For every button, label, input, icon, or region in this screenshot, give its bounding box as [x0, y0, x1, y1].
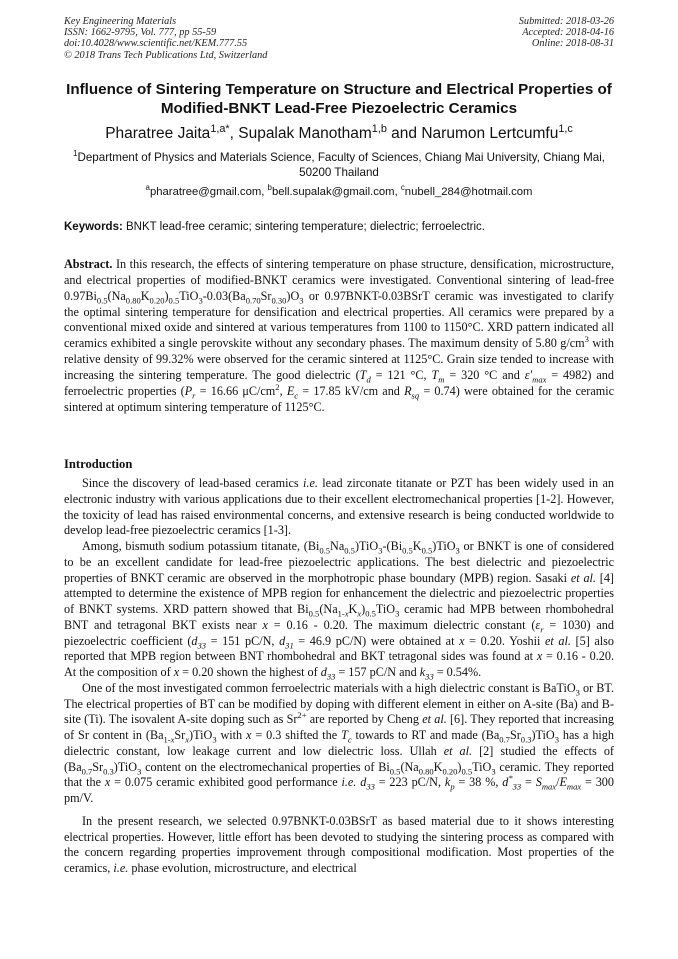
email-list: $^a$pharatree@gmail.com, $^b$bell.supalak@gmail.com, $^c$nubell_284@hotmail.com	[145, 183, 533, 198]
affiliation-text: Department of Physics and Materials Science, Faculty of Sciences, Chiang Mai University, Chiang Mai, 50200 Thailand	[77, 151, 606, 179]
abstract-label: Abstract.	[64, 257, 113, 271]
email-mark: a	[145, 183, 150, 193]
paragraph: Among, bismuth sodium potassium titanate, $(Bi_{0.5}Na_{0.5})TiO_3-(Bi_{0.5}K_{0.5})TiO_3$ or BNKT is one of considered to be an excellent candidate for lead-free piezoelectric applications. The best dielectric and piezoelectric properties of BNKT ceramic are observed in the morphotropic phase boundary (MPB) region. Sasaki et al. [4] attempted to determine the existence of MPB region for enhancement the dielectric and piezoelectric properties of BNKT systems. XRD pattern showed that $Bi_{0.5}(Na_{1-x}K_x)_{0.5}TiO_3$ ceramic had MPB between rhombohedral BNT and tetragonal BKT exists near x = 0.16 - 0.20. The maximum dielectric constant $(\varepsilon_r = 1030)$ and piezoelectric coefficient ($d_{33} = 151$ pC/N, $d_{31} = 46.9$ pC/N) were obtained at x = 0.20. Yoshii et al. [5] also reported that MPB region between BNT rhombohedral and BKT tetragonal sides was found at x = 0.16 - 0.20. At the composition of x = 0.20 shown the highest of $d_{33} = 157$ pC/N and $k_{33} = 0.54\%$.	[64, 539, 614, 682]
author-affiliation-mark: 1,b	[371, 122, 387, 135]
accepted-date: Accepted: 2018-04-16	[522, 27, 614, 39]
journal-issn: ISSN: 1662-9795, Vol. 777, pp 55-59	[64, 27, 217, 39]
keywords	[64, 220, 614, 235]
author-name: Pharatree Jaita	[105, 125, 211, 142]
email-link[interactable]: pharatree@gmail.com	[149, 186, 262, 198]
email-mark: b	[267, 183, 272, 193]
author-name: Narumon Lertcumfu	[421, 125, 559, 142]
author-list	[40, 124, 638, 143]
submission-dates	[519, 16, 614, 50]
section-heading-introduction: Introduction	[64, 457, 133, 471]
author-separator: and	[386, 125, 422, 142]
paragraph: One of the most investigated common ferroelectric materials with a high dielectric constant is BaTiO$_3$ or BT. The electrical properties of BT can be modified by doping with different element in either on A-site (Ba) and B-site (Ti). The isovalent A-site doping such as $Sr^{2+}$ are reported by Cheng et al. [6]. They reported that increasing of Sr content in $(Ba_{1-x}Sr_x)TiO_3$ with x = 0.3 shifted the $T_c$ towards to RT and made $(Ba_{0.7}Sr_{0.3})TiO_3$ has a high dielectric constant, low leakage current and low dielectric loss. Ullah et al. [2] studied the effects of $(Ba_{0.7}Sr_{0.3})TiO_3$ content on the electromechanical properties of $Bi_{0.5}(Na_{0.80}K_{0.20})_{0.5}TiO_3$ ceramic. They reported that the x = 0.075 ceramic exhibited good performance i.e. $d_{33} = 223$ pC/N, $k_p = 38$ %, $d^*_{33} = S_{max}/E_{max} = 300$ pm/V.	[64, 680, 614, 805]
email-link[interactable]: bell.supalak@gmail.com	[271, 186, 395, 198]
abstract-text: In this research, the effects of sintering temperature on phase structure, densification, microstructure, and electrical properties of modified-BNKT ceramics were investigated. Conventional sintering of lead-free $0.97Bi_{0.5}(Na_{0.80}K_{0.20})_{0.5}TiO_3-0.03(Ba_{0.70}Sr_{0.30})O_3$ or 0.97BNKT-0.03BSrT ceramic was investigated to clarify the optimal sintering temperature for densification and electrical properties. All ceramics were prepared by a conventional mixed oxide and sintered at various temperatures from 1100 to 1150°C. XRD pattern indicated all ceramics exhibited a single perovskite without any secondary phases. The maximum density of 5.80 $g/cm^3$ with relative density of 99.32% were observed for the ceramic sintered at 1125°C. Grain size tended to increase with increasing the sintering temperature. The good dielectric ($T_d = 121$ °C, $T_m = 320$ °C and $\varepsilon'_{max} = 4982$) and ferroelectric properties ($P_r = 16.66$ $\mu C/cm^2$, $E_c = 17.85$ kV/cm and $R_{sq} = 0.74$) were obtained for the ceramic sintered at optimum sintering temperature of 1125°C.	[64, 257, 615, 414]
online-date: Online: 2018-08-31	[531, 38, 614, 50]
journal-info	[64, 16, 267, 61]
author-name: Supalak Manotham	[238, 125, 372, 142]
affiliation-mark: 1	[72, 149, 78, 159]
paragraph: Since the discovery of lead-based ceramics i.e. lead zirconate titanate or PZT has been widely used in an electronic industry with various applications due to their excellent electromechanical properties [1-2]. However, the toxicity of lead has raised environmental concerns, and extensive research is being conducted worldwide to develop lead-free piezoelectric ceramics [1-3].	[64, 476, 614, 538]
keywords-label: Keywords:	[64, 221, 123, 233]
author-affiliation-mark: 1,c	[558, 122, 573, 135]
author-separator: ,	[229, 125, 239, 142]
keywords-text: BNKT lead-free ceramic; sintering temperature; dielectric; ferroelectric.	[126, 221, 485, 233]
email-link[interactable]: nubell_284@hotmail.com	[404, 186, 533, 198]
abstract	[64, 257, 614, 415]
submitted-date: Submitted: 2018-03-26	[518, 16, 614, 27]
paper-title: Influence of Sintering Temperature on Structure and Electrical Properties of Modified-BNKT Lead-Free Piezoelectric Ceramics	[66, 81, 612, 117]
introduction-body	[64, 476, 614, 877]
journal-doi: doi:10.4028/www.scientific.net/KEM.777.55	[64, 38, 248, 50]
affiliation	[70, 150, 608, 180]
journal-copyright: © 2018 Trans Tech Publications Ltd, Switzerland	[64, 49, 268, 61]
paragraph: In the present research, we selected 0.97BNKT-0.03BSrT as based material due to it shows interesting electrical properties. However, little effort has been devoted to studying the sintering process as compared with the concern regarding properties improvement through compositional modification. Most properties of the ceramics, i.e. phase evolution, microstructure, and electrical	[64, 813, 614, 875]
email-mark: c	[400, 183, 405, 193]
journal-name: Key Engineering Materials	[64, 16, 177, 27]
author-affiliation-mark: 1,a*	[210, 122, 230, 135]
